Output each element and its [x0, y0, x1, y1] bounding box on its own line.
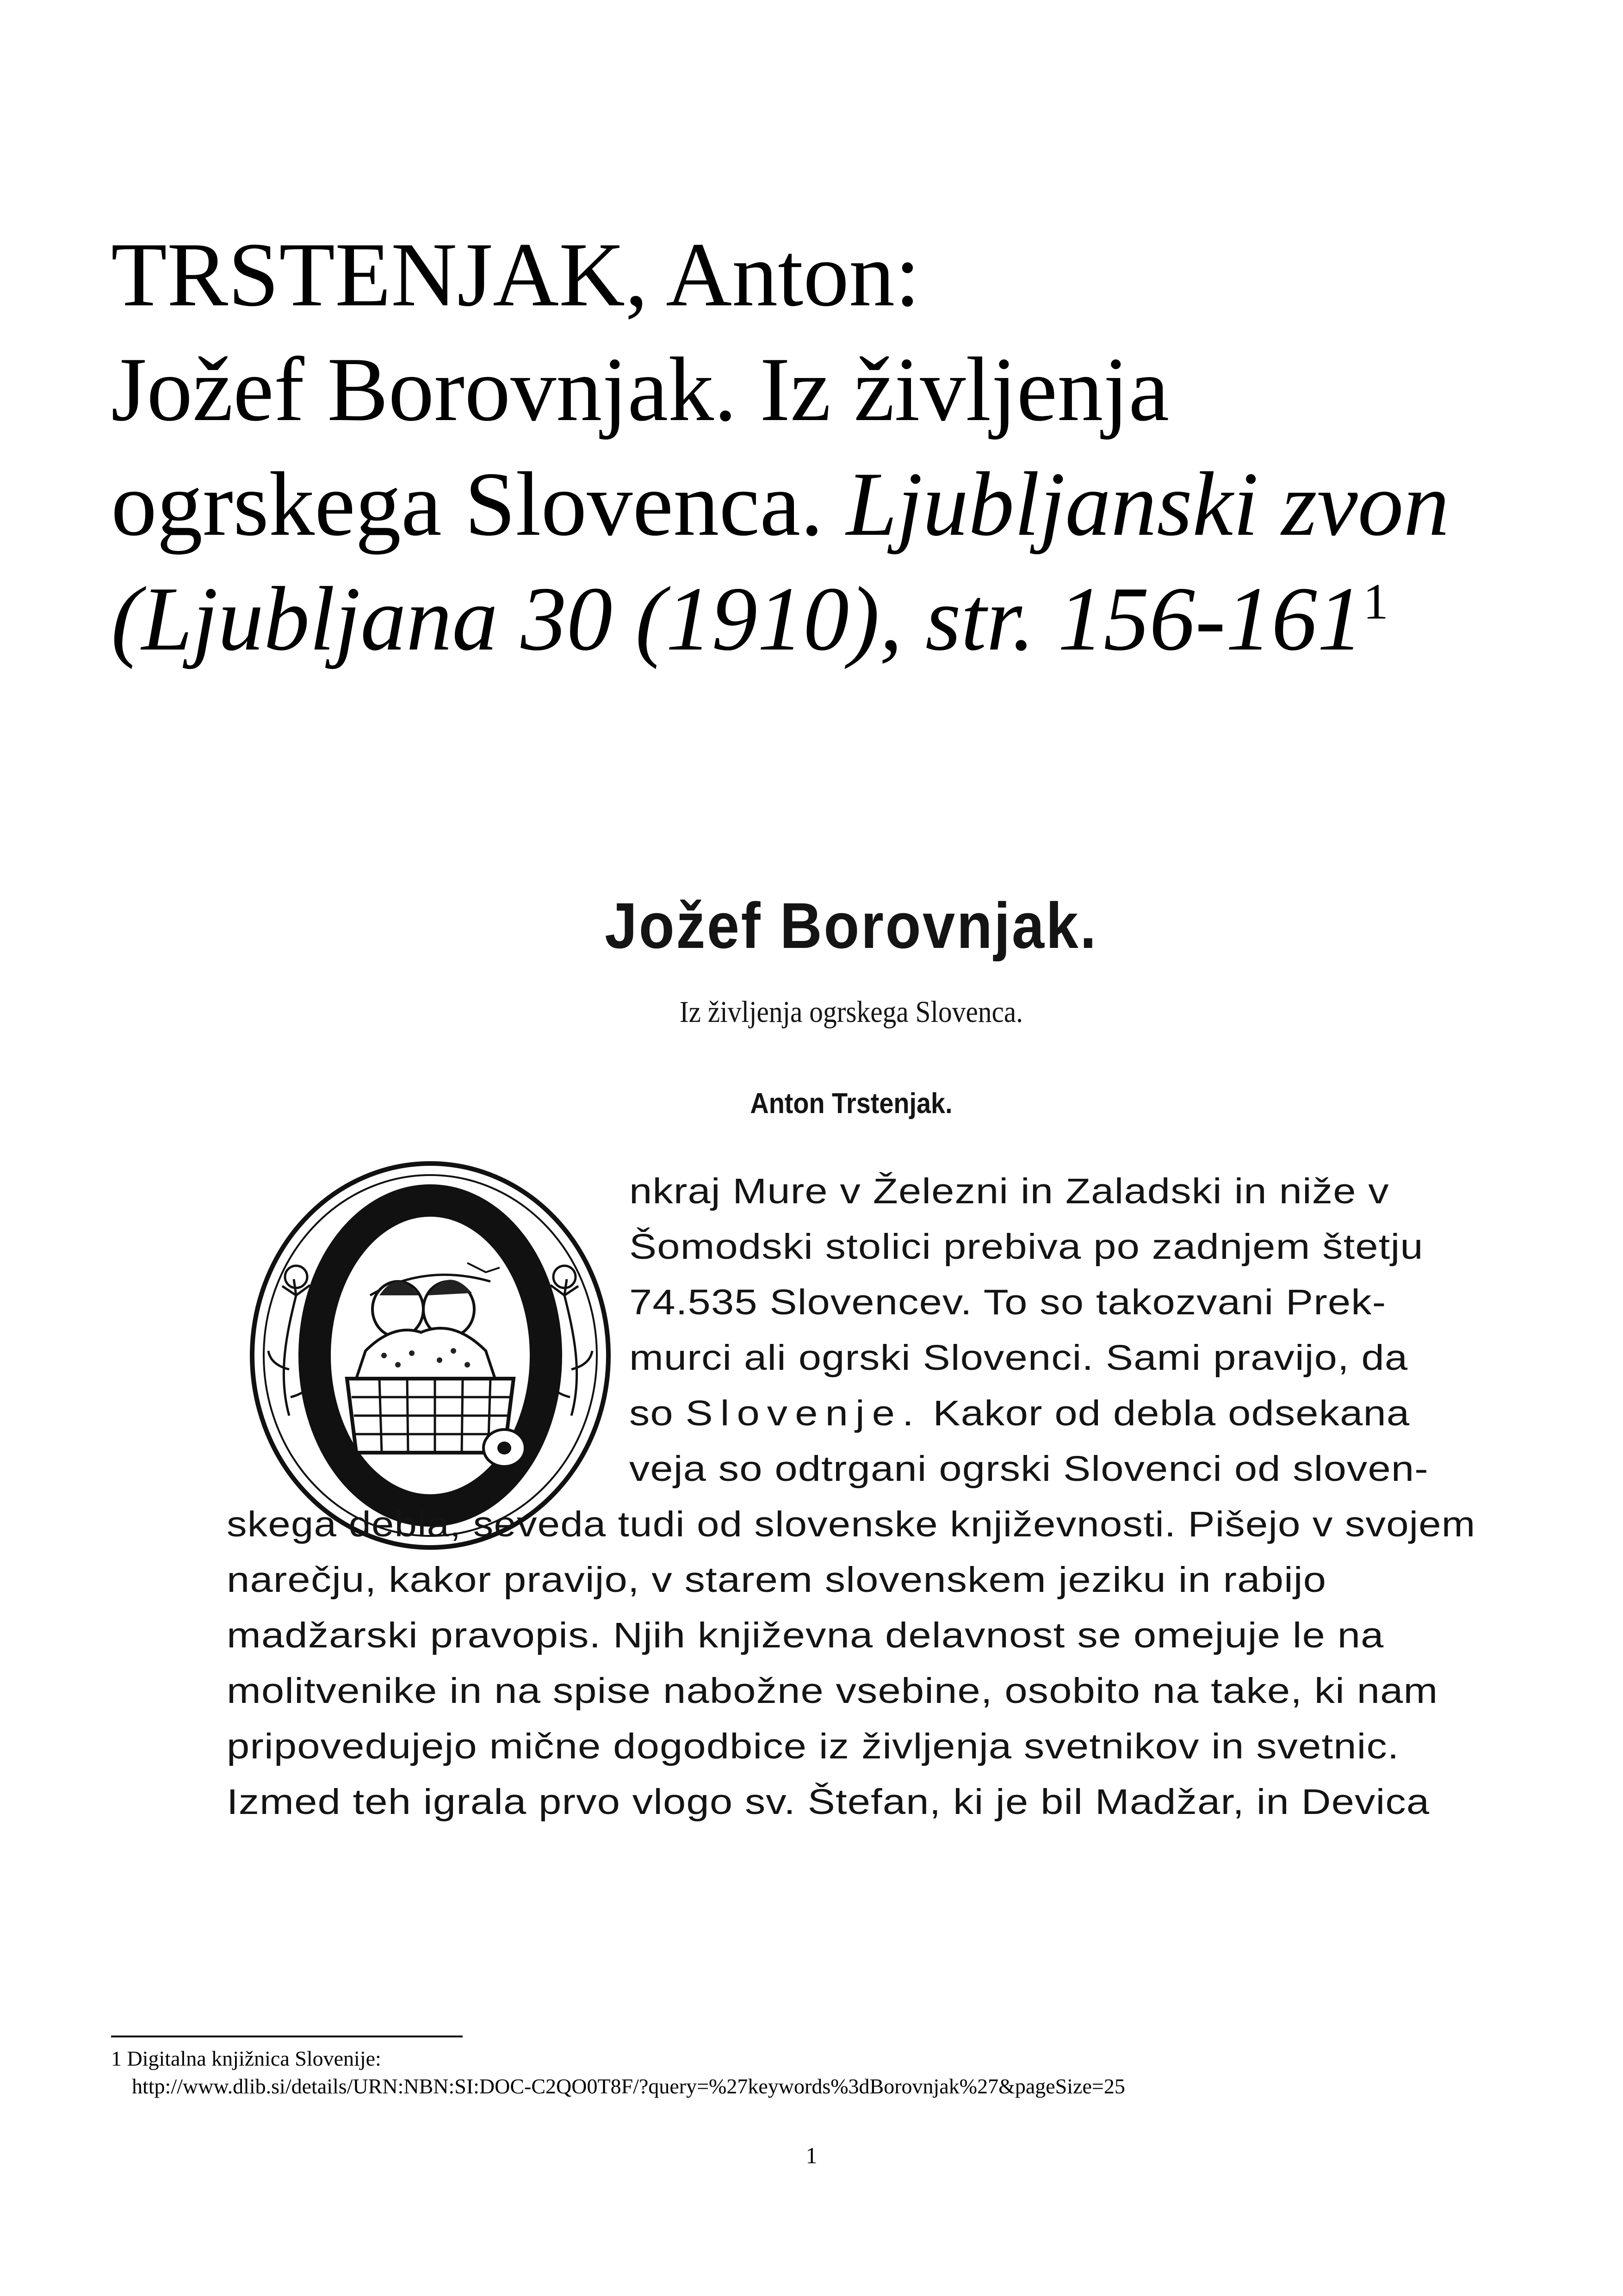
article-text-line: murci ali ogrski Slovenci. Sami pravijo, da	[629, 1338, 1408, 1378]
scan-article-author: Anton Trstenjak.	[750, 1088, 953, 1120]
article-text-line: narečju, kakor pravijo, v starem slovenskem jeziku in rabijo	[227, 1560, 1327, 1600]
article-text-line: pripovedujejo mične dogodbice iz življenja svetnikov in svetnic.	[227, 1727, 1400, 1766]
scanned-article-excerpt	[208, 870, 1494, 1915]
article-text-line: molitvenike in na spise nabožne vsebine, osobito na take, ki nam	[227, 1671, 1438, 1711]
article-text-line: veja so odtrgani ogrski Slovenci od sloven-	[629, 1449, 1429, 1489]
page-number: 1	[805, 2142, 818, 2168]
journal-name: Ljubljanski zvon	[846, 453, 1450, 555]
title-line: Jožef Borovnjak. Iz življenja	[111, 339, 1170, 440]
emphasized-word: Slovenje.	[685, 1393, 921, 1433]
decorated-initial-o-illustration	[245, 1157, 615, 1554]
article-text-line: nkraj Mure v Železni in Zaladski in niže v	[629, 1171, 1389, 1211]
scan-article-title: Jožef Borovnjak.	[605, 889, 1098, 962]
footnote-url-link[interactable]: http://www.dlib.si/details/URN:NBN:SI:DOC-C2QO0T8F/?query=%27keywords%3dBorovnjak%27&pageSize=25	[132, 2074, 1125, 2098]
footnote-text: 1 Digitalna knjižnica Slovenije:	[111, 2047, 381, 2070]
footnote-marker: 1	[1363, 573, 1389, 630]
title-line: TRSTENJAK, Anton:	[111, 224, 921, 325]
scan-article-subtitle: Iz življenja ogrskega Slovenca.	[679, 995, 1023, 1029]
article-text-line: Šomodski stolici prebiva po zadnjem štetju	[629, 1227, 1424, 1267]
footnote-separator	[111, 2036, 463, 2037]
article-text-line: skega debla, seveda tudi od slovenske književnosti. Pišejo v svojem	[227, 1504, 1476, 1544]
page-title	[111, 217, 1545, 676]
title-line	[111, 562, 1545, 676]
text-fragment: Kakor od debla odsekana	[933, 1393, 1410, 1433]
article-text-line: madžarski pravopis. Njih književna delavnost se omejuje le na	[227, 1615, 1384, 1655]
footnote	[111, 2045, 1592, 2100]
title-line	[111, 447, 1545, 562]
title-text: ogrskega Slovenca.	[111, 453, 847, 555]
article-text-line: 74.535 Slovencev. To so takozvani Prek-	[629, 1282, 1387, 1322]
article-text-line: Izmed teh igrala prvo vlogo sv. Štefan, ki je bil Madžar, in Devica	[227, 1782, 1430, 1822]
text-fragment: so	[629, 1393, 674, 1433]
article-text-line	[629, 1392, 1410, 1434]
publication-details: (Ljubljana 30 (1910), str. 156-161	[111, 568, 1363, 669]
